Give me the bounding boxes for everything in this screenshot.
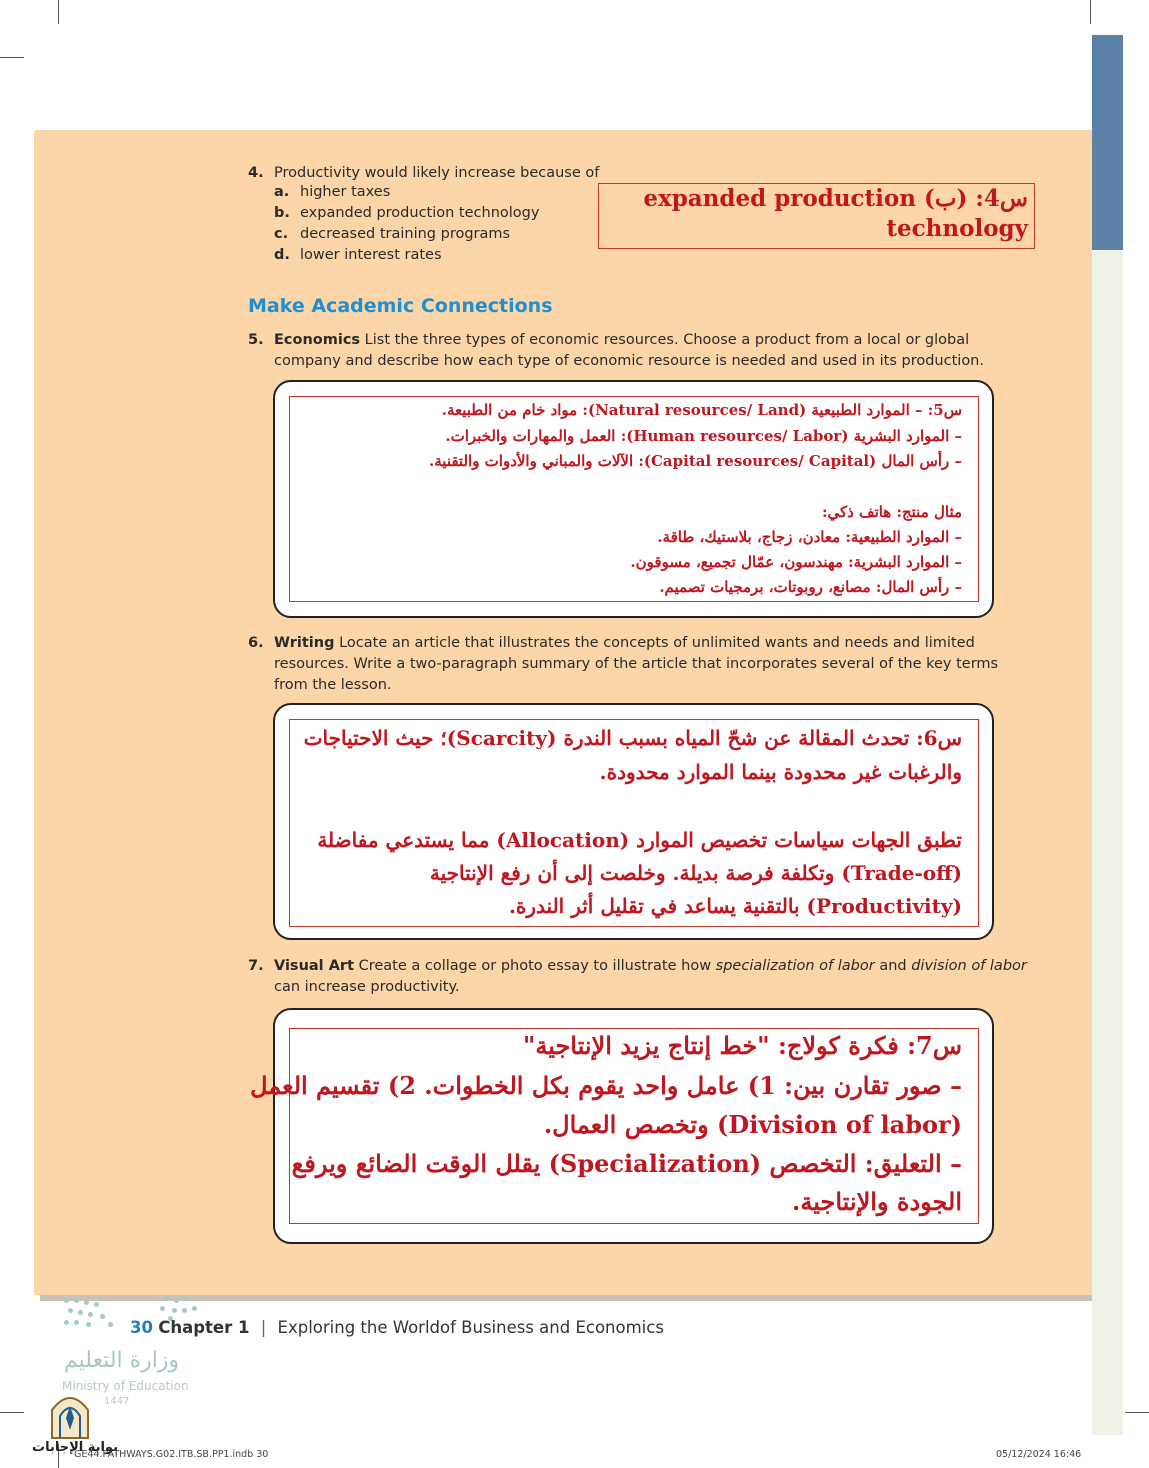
- answers-gate-logo-icon: [46, 1388, 94, 1440]
- answer-line: تطبق الجهات سياسات تخصيص الموارد (Allocation) مما يستدعي مفاضلة: [317, 828, 962, 852]
- crop-mark: [0, 57, 24, 58]
- option-c: c. decreased training programs: [274, 226, 511, 242]
- answer-line: س7: فكرة كولاج: "خط إنتاج يزيد الإنتاجية": [522, 1031, 962, 1060]
- crop-mark: [1125, 1412, 1149, 1413]
- question-text: Visual Art Create a collage or photo essay to illustrate how specialization of labor and division of labor: [274, 958, 1027, 974]
- answer-line: الجودة والإنتاجية.: [792, 1187, 962, 1216]
- answer-line: – الموارد الطبيعية: معادن، زجاج، بلاستيك، طاقة.: [657, 528, 962, 546]
- question-number: 7.: [248, 958, 264, 974]
- page-footer: [130, 1318, 664, 1337]
- page-number: 30: [130, 1318, 153, 1337]
- question-text: company and describe how each type of economic resource is needed and used in its production.: [274, 353, 984, 369]
- crop-mark: [58, 0, 59, 24]
- chapter-label: Chapter 1: [158, 1318, 250, 1337]
- answer-line: س5: – الموارد الطبيعية (Natural resources/ Land): مواد خام من الطبيعة.: [441, 401, 962, 419]
- section-title: Make Academic Connections: [248, 295, 553, 317]
- answer-line: (Productivity) بالتقنية يساعد في تقليل أثر الندرة.: [508, 894, 962, 918]
- print-slug: GE44.PATHWAYS.G02.ITB.SB.PP1.indb 30: [74, 1449, 269, 1460]
- ministry-name-english: Ministry of Education: [62, 1379, 189, 1393]
- answer-frame: [289, 396, 979, 602]
- question-stem: Productivity would likely increase because of: [274, 165, 600, 181]
- ministry-name-arabic: وزارة التعليم: [64, 1348, 180, 1373]
- answer-line: (Trade-off) وتكلفة فرصة بديلة. وخلصت إلى أن رفع الإنتاجية: [429, 861, 962, 885]
- answer-frame: [289, 719, 979, 927]
- panel-shadow: [40, 1295, 1092, 1301]
- option-a: a. higher taxes: [274, 184, 391, 200]
- chapter-tab: [1092, 35, 1123, 250]
- answer-box-5: [273, 380, 994, 618]
- answer-frame: [250, 1028, 979, 1224]
- option-d: d. lower interest rates: [274, 247, 442, 263]
- question-text: resources. Write a two-paragraph summary of the article that incorporates several of the key terms: [274, 656, 999, 672]
- answer-text: technology: [886, 215, 1028, 242]
- answer-line: (Division of labor) وتخصص العمال.: [543, 1110, 962, 1139]
- answer-line: – الموارد البشرية (Human resources/ Labor): العمل والمهارات والخبرات.: [445, 427, 962, 445]
- answer-box-4: [598, 183, 1035, 249]
- chapter-title: Exploring the Worldof Business and Economics: [277, 1318, 664, 1337]
- question-text: from the lesson.: [274, 677, 392, 693]
- answer-line: س6: تحدث المقالة عن شحّ المياه بسبب الندرة (Scarcity)؛ حيث الاحتياجات: [303, 726, 962, 750]
- crop-mark: [1090, 0, 1091, 24]
- answer-line: – الموارد البشرية: مهندسون، عمّال تجميع، مسوقون.: [630, 553, 962, 571]
- answer-line: – رأس المال: مصانع، روبوتات، برمجيات تصميم.: [659, 578, 962, 596]
- answer-line: – صور تقارن بين: 1) عامل واحد يقوم بكل الخطوات. 2) تقسيم العمل: [250, 1071, 962, 1100]
- question-text: can increase productivity.: [274, 979, 460, 995]
- site-watermark: بوابة الإجابات: [32, 1440, 118, 1455]
- crop-mark: [0, 1412, 24, 1413]
- question-number: 4.: [248, 165, 264, 181]
- print-date: 05/12/2024 16:46: [996, 1449, 1082, 1460]
- question-number: 5.: [248, 332, 264, 348]
- question-text: Economics List the three types of economic resources. Choose a product from a local or global: [274, 332, 970, 348]
- answer-line: مثال منتج: هاتف ذكي:: [821, 503, 962, 521]
- option-b: b. expanded production technology: [274, 205, 540, 221]
- page-margin-strip: [1092, 250, 1123, 1435]
- answer-line: والرغبات غير محدودة بينما الموارد محدودة.: [599, 760, 962, 784]
- ministry-year: 1447: [104, 1396, 130, 1407]
- question-number: 6.: [248, 635, 264, 651]
- answer-line: – رأس المال (Capital resources/ Capital): الآلات والمباني والأدوات والتقنية.: [429, 452, 962, 470]
- question-text: Writing Locate an article that illustrates the concepts of unlimited wants and needs and limited: [274, 635, 975, 651]
- answer-line: – التعليق: التخصص (Specialization) يقلل الوقت الضائع ويرفع: [291, 1149, 962, 1178]
- footer-separator: |: [260, 1318, 267, 1337]
- answer-box-6: [273, 703, 994, 940]
- answer-box-7: [250, 1008, 994, 1244]
- answer-text: س4: (ب) expanded production: [643, 185, 1028, 212]
